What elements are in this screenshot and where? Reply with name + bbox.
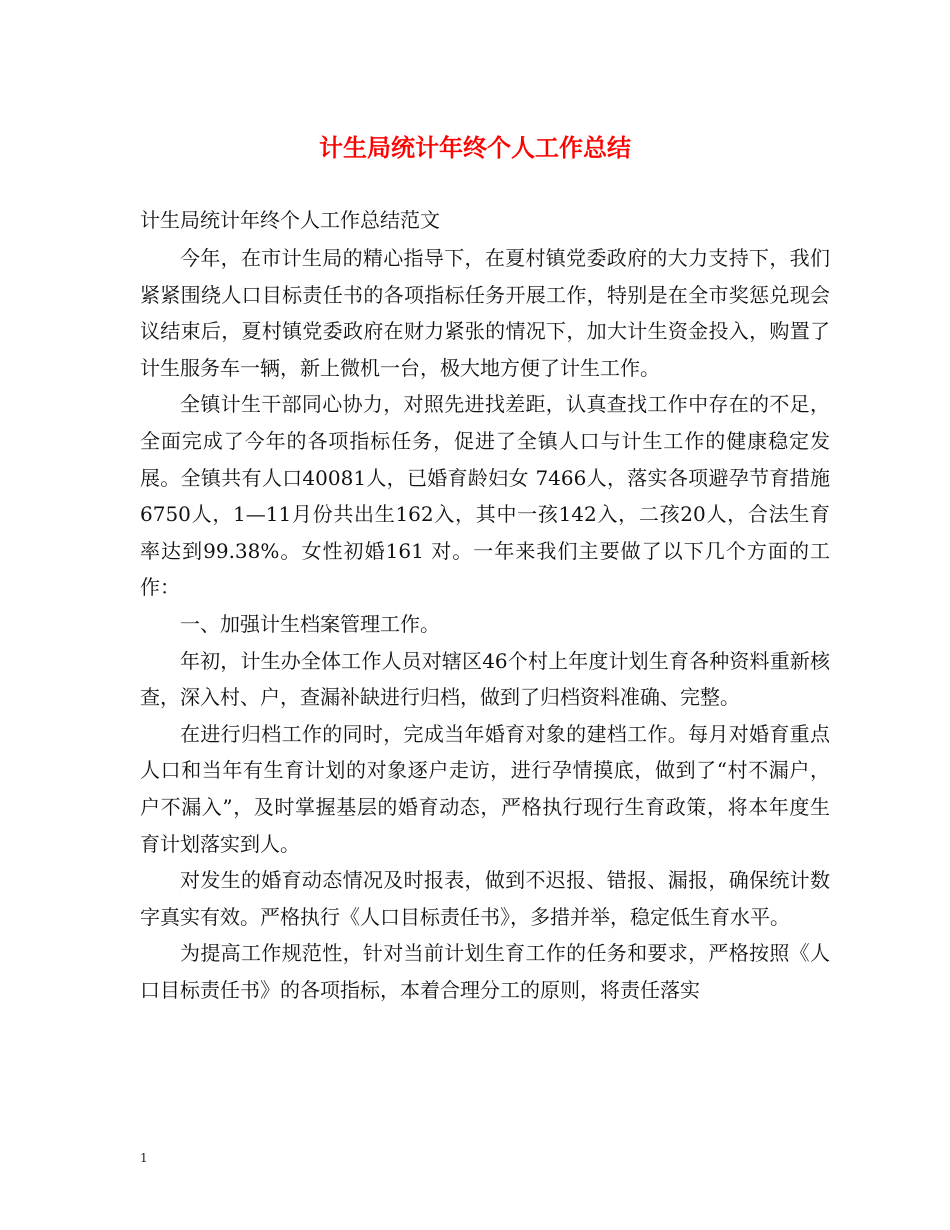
document-body [140, 240, 830, 1008]
document-title: 计生局统计年终个人工作总结 [319, 134, 631, 162]
section-heading: 一、加强计生档案管理工作。 [180, 611, 440, 636]
paragraph: 在进行归档工作的同时，完成当年婚育对象的建档工作。每月对婚育重点人口和当年有生育计划的对象逐户走访，进行孕情摸底，做到了“村不漏户，户不漏入”，及时掌握基层的婚育动态，严格执行现行生育政策，将本年度生育计划落实到人。 [140, 721, 830, 856]
paragraph: 年初，计生办全体工作人员对辖区46个村上年度计划生育各种资料重新核查，深入村、户，查漏补缺进行归档，做到了归档资料准确、完整。 [140, 648, 830, 710]
paragraph: 对发生的婚育动态情况及时报表，做到不迟报、错报、漏报，确保统计数字真实有效。严格执行《人口目标责任书》，多措并举，稳定低生育水平。 [140, 868, 830, 929]
paragraph: 今年，在市计生局的精心指导下，在夏村镇党委政府的大力支持下，我们紧紧围绕人口目标责任书的各项指标任务开展工作，特别是在全市奖惩兑现会议结束后，夏村镇党委政府在财力紧张的情况下，加大计生资金投入，购置了计生服务车一辆，新上微机一台，极大地方便了计生工作。 [140, 246, 830, 380]
paragraph: 为提高工作规范性，针对当前计划生育工作的任务和要求，严格按照《人口目标责任书》的各项指标，本着合理分工的原则，将责任落实 [140, 941, 830, 1002]
document-subtitle: 计生局统计年终个人工作总结范文 [140, 208, 440, 232]
page-number: 1 [140, 1151, 148, 1165]
paragraph: 全镇计生干部同心协力，对照先进找差距，认真查找工作中存在的不足，全面完成了今年的各项指标任务，促进了全镇人口与计生工作的健康稳定发展。全镇共有人口40081人，已婚育龄妇女 7466人，落实各项避孕节育措施6750人，1—11月份共出生162入，其中一孩142入，二孩20人，合法生育率达到99.38%。女性初婚161 对。一年来我们主要做了以下几个方面的工作： [140, 392, 830, 600]
